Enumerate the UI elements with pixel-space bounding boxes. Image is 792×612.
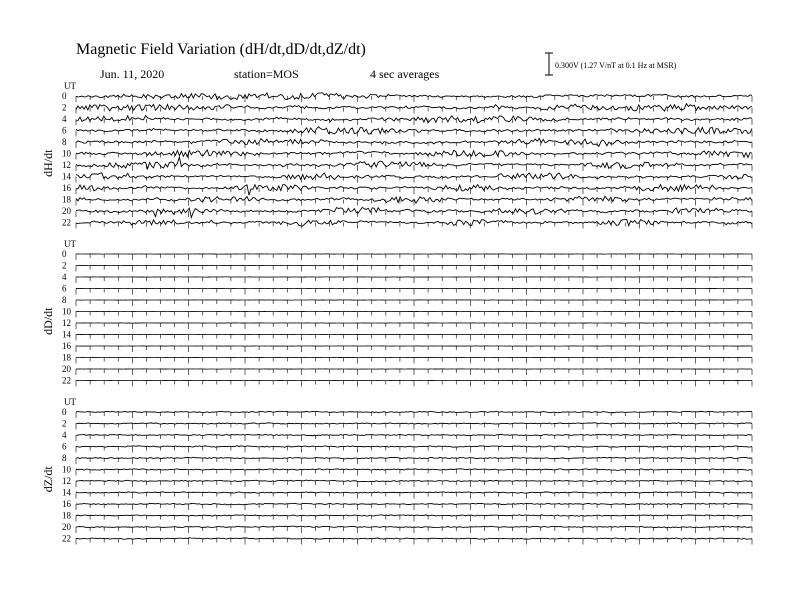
panel-dZ-dt (41, 397, 752, 545)
hour-label: 8 (62, 295, 67, 305)
hour-label: 22 (62, 533, 71, 544)
hour-label: 0 (62, 91, 67, 101)
hour-label: 0 (62, 249, 67, 259)
hour-label: 18 (62, 194, 71, 205)
ut-label: UT (64, 397, 76, 407)
hour-label: 14 (62, 487, 71, 498)
hour-label: 2 (62, 260, 67, 271)
hour-label: 0 (62, 407, 67, 417)
hour-label: 12 (62, 160, 71, 170)
hour-label: 2 (62, 102, 67, 113)
hour-label: 10 (62, 148, 71, 159)
ut-label: UT (64, 239, 76, 249)
panel-ylabel: dZ/dt (41, 466, 55, 493)
hour-label: 14 (62, 329, 71, 340)
panel-dH-dt (41, 81, 752, 229)
hour-label: 8 (62, 137, 67, 147)
panel-ylabel: dD/dt (41, 307, 55, 335)
hour-label: 20 (62, 522, 71, 532)
trace-line (76, 411, 752, 413)
hour-label: 8 (62, 453, 67, 463)
hour-label: 20 (62, 206, 71, 216)
scale-bar (545, 53, 677, 75)
hour-label: 20 (62, 364, 71, 374)
hour-label: 6 (62, 441, 67, 452)
trace-line (76, 503, 752, 504)
hour-label: 6 (62, 125, 67, 136)
hour-label: 18 (62, 510, 71, 521)
hour-label: 2 (62, 418, 67, 429)
trace-line (76, 515, 752, 516)
ut-label: UT (64, 81, 76, 91)
hour-label: 10 (62, 306, 71, 317)
hour-label: 4 (62, 114, 67, 124)
hour-label: 16 (62, 499, 71, 509)
hour-label: 22 (62, 217, 71, 228)
date-label: Jun. 11, 2020 (100, 67, 165, 81)
averaging-label: 4 sec averages (370, 67, 440, 81)
hour-label: 4 (62, 272, 67, 282)
hour-label: 4 (62, 430, 67, 440)
hour-label: 14 (62, 171, 71, 182)
scale-note: 0.300V (1.27 V/nT at 0.1 Hz at MSR) (555, 61, 677, 70)
trace-line (76, 446, 752, 448)
panel-dD-dt (41, 239, 752, 387)
panel-ylabel: dH/dt (41, 149, 55, 177)
hour-label: 22 (62, 375, 71, 386)
hour-label: 18 (62, 352, 71, 363)
chart-title: Magnetic Field Variation (dH/dt,dD/dt,dZ/dt) (76, 41, 366, 58)
hour-label: 12 (62, 318, 71, 328)
hour-label: 12 (62, 476, 71, 486)
trace-line (76, 423, 752, 424)
hour-label: 16 (62, 341, 71, 351)
hour-label: 16 (62, 183, 71, 193)
panels-group (41, 81, 752, 545)
hour-label: 10 (62, 464, 71, 475)
station-label: station=MOS (234, 67, 299, 81)
hour-label: 6 (62, 283, 67, 294)
